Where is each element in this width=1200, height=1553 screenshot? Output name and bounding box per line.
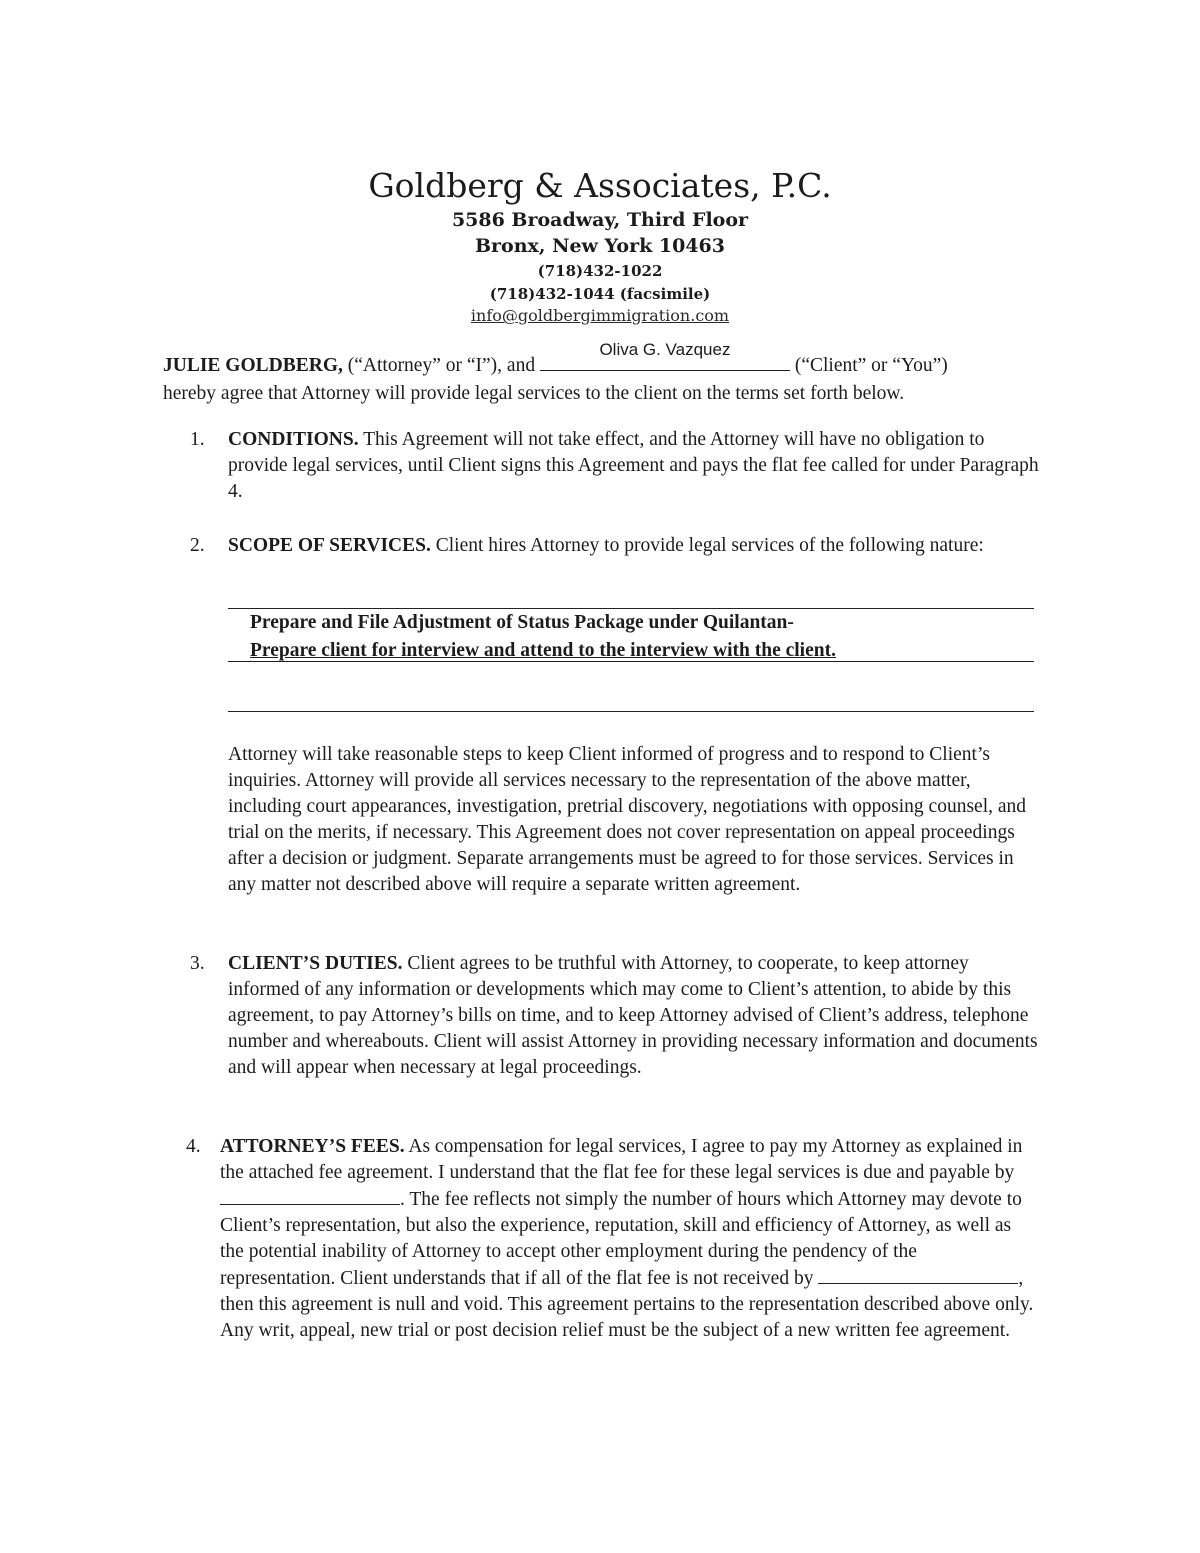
- section-conditions: [190, 427, 1040, 505]
- received-date-blank[interactable]: [818, 1265, 1018, 1284]
- scope-rule: [228, 711, 1034, 712]
- scope-line2: Prepare client for interview and attend to the interview with the client.: [250, 640, 836, 661]
- section-number: 4.: [186, 1136, 201, 1157]
- section-text-b: . The fee reflects not simply the number of hours which Attorney may devote to Client’s representation, but also the experience, reputation, skill and efficiency of Attorney, as well as the potential inability of Attorney to accept other employment during the pendency of the representation. Client understands that if all of the flat fee is not received by: [220, 1189, 1022, 1289]
- due-date-blank[interactable]: [220, 1186, 400, 1205]
- scope-line1: Prepare and File Adjustment of Status Package under Quilantan-: [250, 612, 794, 633]
- agreement-intro: [163, 340, 1033, 408]
- section-text: Client hires Attorney to provide legal services of the following nature:: [430, 535, 984, 556]
- section-text-c: , then this agreement is null and void. This agreement pertains to the representation described above only. Any writ, appeal, new trial or post decision relief must be the subject of a new written fee agreement.: [220, 1268, 1034, 1341]
- attorney-name: JULIE GOLDBERG,: [163, 355, 343, 376]
- phone-number: (718)432-1022: [537, 262, 663, 280]
- section-text-a: As compensation for legal services, I agree to pay my Attorney as explained in the attached fee agreement. I understand that the flat fee for these legal services is due and payable by: [220, 1136, 1023, 1183]
- section-scope: [190, 533, 1040, 559]
- fax-number: (718)432-1044 (facsimile): [489, 285, 711, 303]
- section-client-duties: [190, 951, 1040, 1081]
- client-name-field: [540, 340, 790, 371]
- section-heading: CLIENT’S DUTIES.: [228, 953, 403, 974]
- client-name: Oliva G. Vazquez: [599, 340, 731, 359]
- section-attorney-fees: [186, 1134, 1036, 1344]
- section-number: 2.: [190, 535, 205, 556]
- client-ref: (“Client” or “You”): [789, 355, 948, 376]
- address-line2: Bronx, New York 10463: [474, 235, 725, 257]
- address-line1: 5586 Broadway, Third Floor: [451, 209, 749, 231]
- email-address: info@goldbergimmigration.com: [470, 306, 730, 325]
- section-heading: CONDITIONS.: [228, 429, 359, 450]
- section-text: Client agrees to be truthful with Attorney, to cooperate, to keep attorney informed of any information or developments which may come to Client’s attention, to abide by this agreement, to pay Attorney’s bills on time, and to keep Attorney advised of Client’s address, telephone number and whereabouts. Client will assist Attorney in providing necessary information and documents and will appear when necessary at legal proceedings.: [228, 953, 1038, 1078]
- firm-name: Goldberg & Associates, P.C.: [368, 166, 832, 205]
- section-heading: ATTORNEY’S FEES.: [220, 1136, 405, 1157]
- attorney-ref: (“Attorney” or “I”), and: [342, 355, 540, 376]
- section-number: 3.: [190, 953, 205, 974]
- scope-rule: [228, 661, 1034, 662]
- intro-line2: hereby agree that Attorney will provide legal services to the client on the terms set forth below.: [163, 383, 905, 404]
- section-number: 1.: [190, 429, 205, 450]
- section-heading: SCOPE OF SERVICES.: [228, 535, 431, 556]
- scope-rule: [228, 608, 1034, 609]
- scope-paragraph: Attorney will take reasonable steps to keep Client informed of progress and to respond to Client’s inquiries. Attorney will provide all services necessary to the representation of the above matter, including court appearances, investigation, pretrial discovery, negotiations with opposing counsel, and trial on the merits, if necessary. This Agreement does not cover representation on appeal proceedings after a decision or judgment. Separate arrangements must be agreed to for those services. Services in any matter not described above will require a separate written agreement.: [228, 744, 1027, 895]
- section-text: This Agreement will not take effect, and the Attorney will have no obligation to provide legal services, until Client signs this Agreement and pays the flat fee called for under Paragraph 4.: [228, 429, 1039, 502]
